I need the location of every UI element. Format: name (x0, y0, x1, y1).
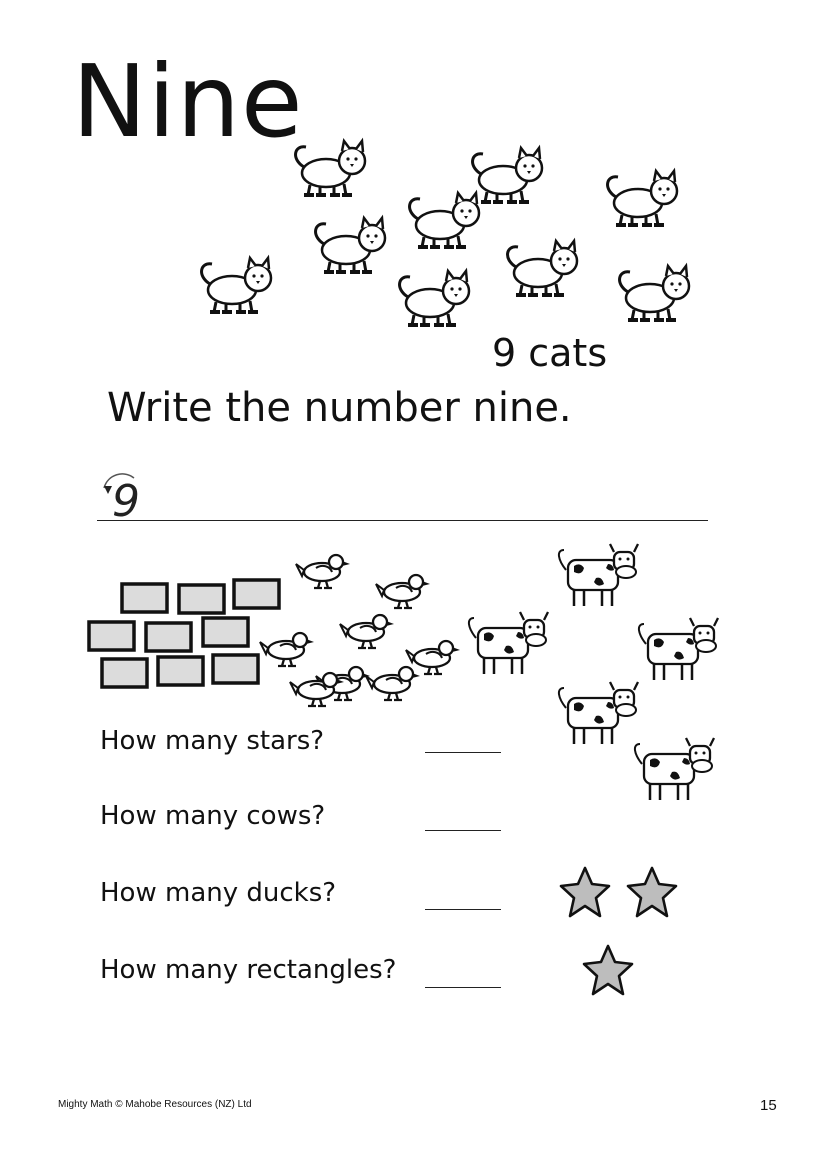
cat-illustration (202, 258, 271, 312)
cow-group (469, 544, 718, 800)
cow-illustration (635, 738, 714, 800)
instruction-text: Write the number nine. (107, 385, 572, 431)
star-icon (584, 946, 632, 994)
rectangle-shape (234, 580, 279, 608)
question-rectangles: How many rectangles? (100, 955, 397, 985)
trace-arrowhead-icon (104, 486, 112, 494)
page-number: 15 (760, 1097, 777, 1114)
cat-illustration (473, 148, 542, 202)
cat-illustration (316, 218, 385, 272)
rectangle-shape (89, 622, 134, 650)
rectangle-shape (158, 657, 203, 685)
page-title: Nine (72, 43, 304, 160)
star-icon (561, 868, 609, 916)
trace-digit: 9 (112, 476, 140, 527)
cats-caption: 9 cats (492, 331, 608, 375)
duck-illustration (340, 615, 394, 648)
rectangle-shape (203, 618, 248, 646)
question-stars: How many stars? (100, 726, 325, 756)
cat-illustration (296, 141, 365, 195)
cow-illustration (559, 682, 638, 744)
cat-illustration (620, 266, 689, 320)
star-icon (628, 868, 676, 916)
duck-illustration (366, 667, 420, 700)
duck-illustration (376, 575, 430, 608)
cow-illustration (559, 544, 638, 606)
cat-group (202, 141, 689, 325)
cow-illustration (639, 618, 718, 680)
duck-group (238, 555, 460, 706)
cow-illustration (469, 612, 548, 674)
trace-arrow-icon (104, 474, 134, 488)
footer-credit: Mighty Math © Mahobe Resources (NZ) Ltd (58, 1099, 252, 1110)
cat-illustration (608, 171, 677, 225)
star-group (561, 868, 676, 994)
cat-illustration (410, 193, 479, 247)
duck-illustration (296, 555, 350, 588)
cat-illustration (508, 241, 577, 295)
rectangle-shape (122, 584, 167, 612)
question-cows: How many cows? (100, 801, 326, 831)
cat-illustration (400, 271, 469, 325)
rectangle-shape (102, 659, 147, 687)
duck-illustration (260, 633, 314, 666)
rectangle-shape (179, 585, 224, 613)
question-ducks: How many ducks? (100, 878, 337, 908)
duck-illustration (406, 641, 460, 674)
rectangle-shape (146, 623, 191, 651)
